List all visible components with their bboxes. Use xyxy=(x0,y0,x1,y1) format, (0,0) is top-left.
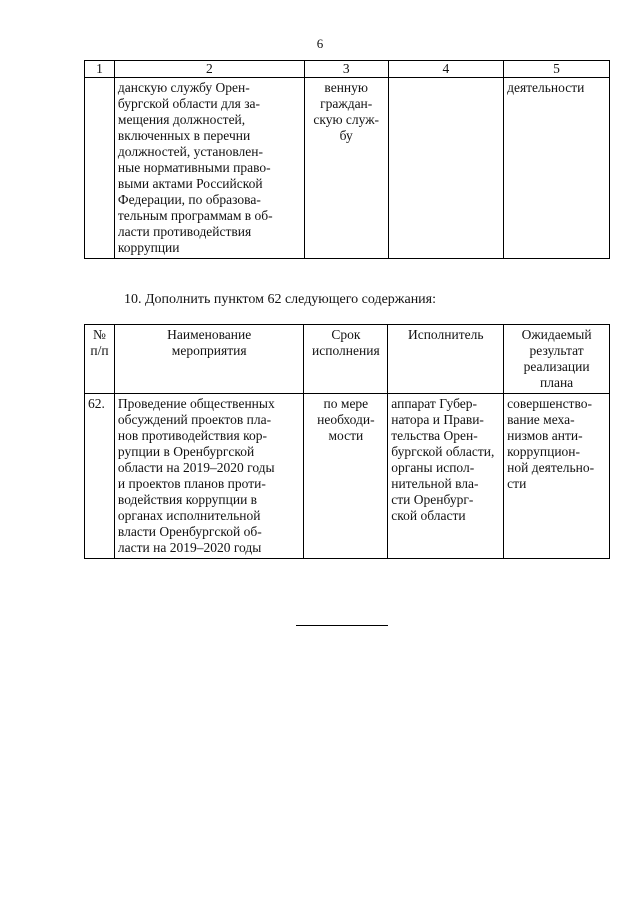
result-cell: деятельности xyxy=(504,78,610,259)
header-row xyxy=(85,325,610,394)
column-number-row xyxy=(85,61,610,78)
continuation-table xyxy=(84,60,610,259)
executor-cell: аппарат Губер- натора и Прави- тельства Орен- бургской области, органы испол- нительной вла- сти Оренбург- ской области xyxy=(388,394,504,559)
footer-divider xyxy=(296,625,388,626)
event-name-cell: Проведение общественных обсуждений проектов пла- нов противодействия кор- рупции в Оренбургской области на 2019–2020 годы и проектов планов проти- водействия коррупции в органах исполнительной власти Оренбургской об- ласти на 2019–2020 годы xyxy=(114,394,304,559)
result-cell: совершенство- вание меха- низмов анти- коррупцион- ной деятельно- сти xyxy=(504,394,610,559)
amendment-text: 10. Дополнить пунктом 62 следующего содержания: xyxy=(124,292,437,307)
row-number-cell xyxy=(85,78,115,259)
table-row xyxy=(85,78,610,259)
column-number: 4 xyxy=(388,61,503,78)
header-num: № п/п xyxy=(85,325,115,394)
table-row xyxy=(85,394,610,559)
term-cell: венную граждан- скую служ- бу xyxy=(304,78,388,259)
executor-cell xyxy=(388,78,503,259)
column-number: 2 xyxy=(114,61,304,78)
column-number: 5 xyxy=(504,61,610,78)
column-number: 3 xyxy=(304,61,388,78)
header-name: Наименование мероприятия xyxy=(114,325,304,394)
header-executor: Исполнитель xyxy=(388,325,504,394)
header-term: Срок исполнения xyxy=(304,325,388,394)
page-number: 6 xyxy=(316,36,324,51)
header-result: Ожидаемый результат реализации плана xyxy=(504,325,610,394)
new-item-table xyxy=(84,324,610,559)
event-name-cell: данскую службу Орен- бургской области для за- мещения должностей, включенных в перечни должностей, установлен- ные нормативными право- выми актами Российской Федерации, по образова- тельным программам в об- ласти противодействия коррупции xyxy=(114,78,304,259)
row-number-cell: 62. xyxy=(85,394,115,559)
term-cell: по мере необходи- мости xyxy=(304,394,388,559)
column-number: 1 xyxy=(85,61,115,78)
